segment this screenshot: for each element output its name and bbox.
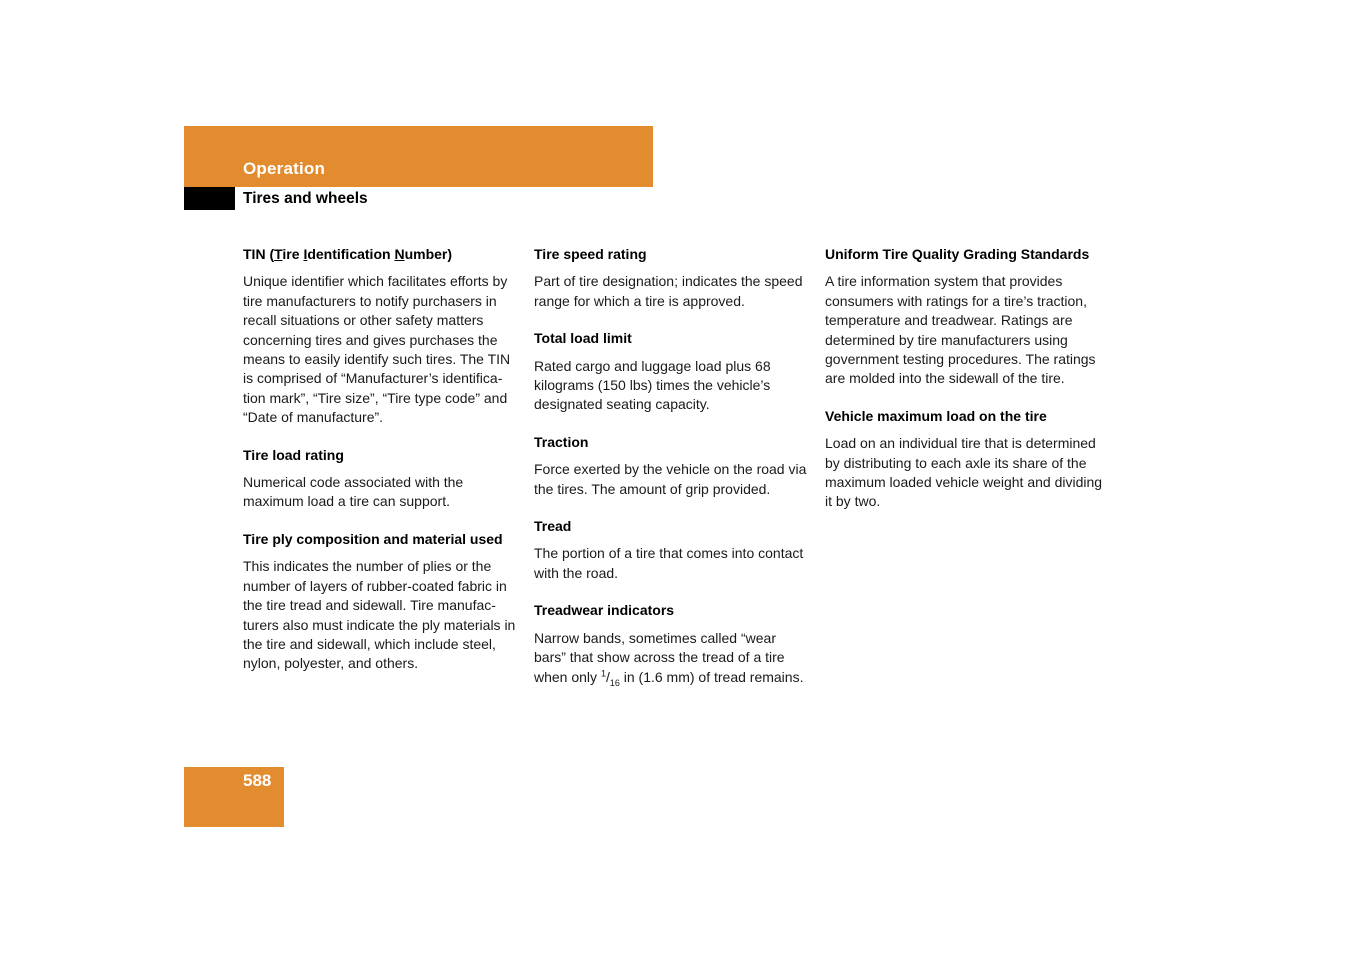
glossary-column-3 [825, 245, 1105, 530]
entry-title: Traction [534, 433, 589, 450]
entry-text: Force exerted by the vehicle on the road via the tires. The amount of grip provided. [534, 461, 807, 497]
fraction-denominator: 16 [609, 677, 620, 688]
entry-text: Part of tire designation; indicates the speed range for which a tire is approved. [534, 273, 803, 309]
entry-title: Tire load rating [243, 446, 344, 463]
entry-text: Rated cargo and luggage load plus 68 kilograms (150 lbs) times the vehicle’s designated seating capacity. [534, 357, 771, 413]
entry-text: Narrow bands, sometimes called “wear bars” that show across the tread of a tire when only $^1/_{16}$ in (1.6 mm) of tread remains. [534, 629, 804, 688]
subsection-marker [184, 187, 235, 210]
page-number: 588 [243, 771, 272, 790]
entry-text: A tire information system that provides consumers with ratings for a tire’s traction, temperature and treadwear. Ratings are determined by tire manufacturers using government testing procedures. The ratings are molded into the sidewall of the tire. [825, 273, 1096, 387]
entry-title: Uniform Tire Quality Grading Standards [825, 246, 1090, 262]
entry-text: This indicates the number of plies or the number of layers of rubber-coated fabric in the tire tread and sidewall. Tire manufac-turers also must indicate the ply materials in the tire and sidewall, which include steel, nylon, polyester, and others. [243, 558, 516, 672]
entry-title: Vehicle maximum load on the tire [825, 407, 1047, 424]
entry-title: Tire speed rating [534, 246, 647, 262]
entry-text: Numerical code associated with the maximum load a tire can support. [243, 474, 464, 510]
entry-text: The portion of a tire that comes into contact with the road. [534, 545, 804, 581]
glossary-entry-tire-load-rating [243, 446, 519, 512]
glossary-entry-tin [243, 245, 519, 428]
entry-title: TIN (Tire Identification Number) [243, 246, 453, 262]
entry-text: Load on an individual tire that is determined by distributing to each axle its share of the maximum loaded vehicle weight and dividing it by two. [825, 435, 1103, 510]
glossary-entry-utqgs [825, 245, 1105, 389]
entry-title: Treadwear indicators [534, 602, 675, 619]
entry-title: Tire ply composition and material used [243, 530, 503, 547]
entry-text: Unique identifier which facilitates efforts by tire manufacturers to notify purchasers in recall situations or other safety matters concerning tires and gives purchases the means to easily identify such tires. The TIN is comprised of “Manufacturer’s identifica-tion mark”, “Tire size”, “Tire type code” and “Date of manufacture”. [243, 273, 511, 426]
entry-title: Total load limit [534, 330, 632, 347]
glossary-entry-total-load-limit [534, 329, 808, 415]
glossary-column-1 [243, 245, 519, 692]
section-title: Operation [243, 159, 326, 178]
glossary-entry-tire-ply-composition [243, 530, 519, 674]
glossary-entry-traction [534, 433, 808, 499]
glossary-entry-vehicle-max-load [825, 407, 1105, 512]
entry-title: Tread [534, 518, 572, 535]
glossary-column-2 [534, 245, 808, 705]
glossary-entry-tire-speed-rating [534, 245, 808, 311]
glossary-entry-tread [534, 517, 808, 583]
subsection-title: Tires and wheels [243, 190, 368, 207]
fraction-numerator: 1 [600, 667, 606, 678]
glossary-entry-treadwear-indicators [534, 601, 808, 687]
